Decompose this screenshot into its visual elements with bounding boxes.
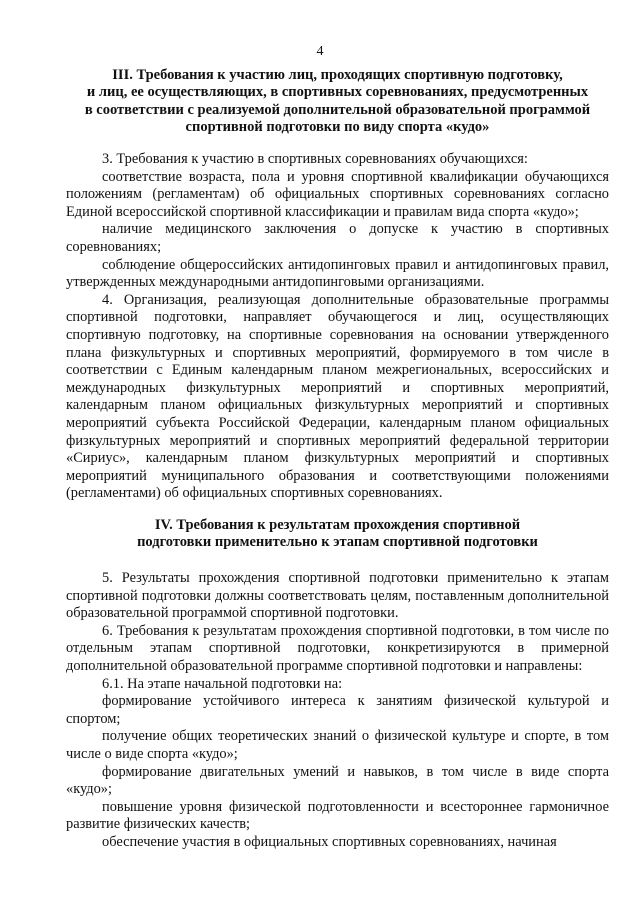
heading-line: IV. Требования к результатам прохождения спортивной <box>154 517 521 533</box>
heading-line: и лиц, ее осуществляющих, в спортивных соревнованиях, предусмотренных <box>86 84 589 101</box>
paragraph-6-1: 6.1. На этапе начальной подготовки на: <box>102 675 343 692</box>
list-item-competitions: обеспечение участия в официальных спортивных соревнованиях, начиная <box>102 833 557 850</box>
paragraph-age-sex-qualification: соответствие возраста, пола и уровня спортивной квалификации обучающихся положениям (регламентам) об официальных спортивных соревнованиях согласно Единой всероссийской спортивной классификации и правилам вида спорта «кудо»; <box>66 168 609 220</box>
paragraph-antidoping: соблюдение общероссийских антидопинговых правил и антидопинговых правил, утвержденных международными антидопинговыми организациями. <box>66 256 609 291</box>
paragraph-5: 5. Результаты прохождения спортивной подготовки применительно к этапам спортивной подготовки должны соответствовать целям, поставленным дополнительной образовательной программой спортивной подготовки. <box>66 570 609 622</box>
paragraph-4: 4. Организация, реализующая дополнительные образовательные программы спортивной подготовки, направляет обучающегося и лиц, осуществляющих спортивную подготовку, на спортивные соревнования на основании утвержденного плана физкультурных и спортивных мероприятий, формируемого в том числе в соответствии с Единым календарным планом межрегиональных, всероссийских и международных физкультурных мероприятий и спортивных мероприятий, календарным планом официальных физкультурных мероприятий и спортивных мероприятий субъекта Российской Федерации, календарным планом официальных физкультурных мероприятий и спортивных мероприятий федеральной территории «Сириус», календарным планом физкультурных мероприятий и спортивных мероприятий муниципального образования и соответствующими положениями (регламентами) об официальных спортивных соревнованиях. <box>66 291 609 502</box>
list-item-theory: получение общих теоретических знаний о физической культуре и спорте, в том числе о виде спорта «кудо»; <box>66 728 609 762</box>
list-item-interest: формирование устойчивого интереса к занятиям физической культурой и спортом; <box>66 693 609 727</box>
section-4-body <box>66 570 609 852</box>
heading-line: в соответствии с реализуемой дополнительной образовательной программой <box>84 101 591 118</box>
paragraph-medical-certificate: наличие медицинского заключения о допуске к участию в спортивных соревнованиях; <box>66 221 609 255</box>
heading-line: III. Требования к участию лиц, проходящих спортивную подготовку, <box>112 67 563 83</box>
section-3-heading <box>66 67 609 136</box>
page-number: 4 <box>316 44 324 59</box>
heading-line: спортивной подготовки по виду спорта «кудо» <box>185 118 490 135</box>
section-4-heading <box>66 517 609 552</box>
heading-line: подготовки применительно к этапам спортивной подготовки <box>137 534 538 551</box>
paragraph-3: 3. Требования к участию в спортивных соревнованиях обучающихся: <box>102 151 528 167</box>
paragraph-6: 6. Требования к результатам прохождения спортивной подготовки, в том числе по отдельным этапам спортивной подготовки, конкретизируются в примерной дополнительной образовательной программе спортивной подготовки и направлены: <box>66 622 609 674</box>
list-item-physical-fitness: повышение уровня физической подготовленности и всестороннее гармоничное развитие физических качеств; <box>66 798 609 833</box>
section-3-body <box>66 151 609 503</box>
list-item-motor-skills: формирование двигательных умений и навыков, в том числе в виде спорта «кудо»; <box>66 763 609 798</box>
